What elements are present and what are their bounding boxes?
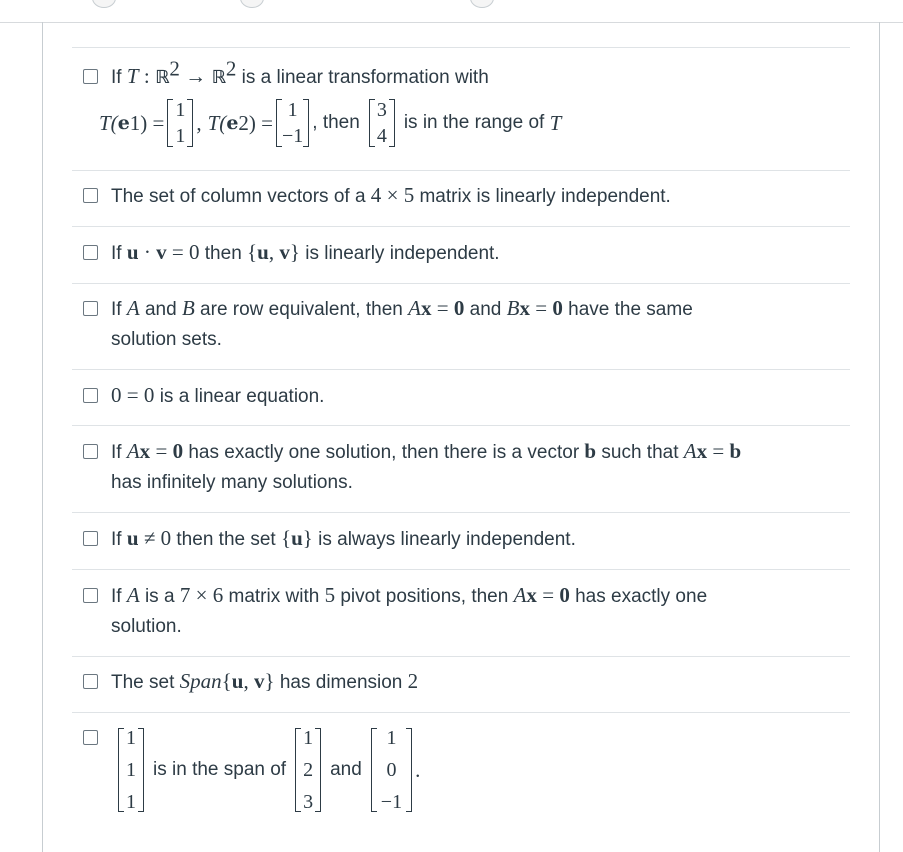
divider [72, 656, 850, 657]
math-symbol: { [247, 240, 258, 264]
math-symbol: u [126, 240, 139, 264]
math-symbol: ℝ [154, 67, 170, 88]
answer-checkbox[interactable] [83, 531, 98, 546]
math-symbol: B [506, 296, 520, 320]
text: pivot positions, then [340, 586, 509, 607]
answer-checkbox[interactable] [83, 444, 98, 459]
divider [72, 512, 850, 513]
vector-matrix [295, 726, 321, 814]
math-symbol: x [526, 583, 537, 607]
math-symbol: A [126, 583, 140, 607]
math-symbol: 5 [324, 583, 336, 607]
matrix-entry: 1 [386, 727, 397, 749]
math-symbol: 0 [143, 383, 155, 407]
math-symbol: → [185, 64, 207, 88]
question-item [83, 436, 741, 498]
content-left-border [42, 22, 43, 852]
text: matrix with [228, 586, 320, 607]
math-symbol: 2 [407, 669, 419, 693]
text: is always linearly independent. [318, 529, 576, 550]
text: is a linear transformation with [241, 67, 489, 88]
text: solution. [111, 616, 182, 637]
divider [72, 170, 850, 171]
math-symbol: e [117, 112, 130, 134]
text: The set [111, 672, 175, 693]
math-symbol: A [126, 439, 140, 463]
text: has dimension [279, 672, 403, 693]
answer-checkbox[interactable] [83, 388, 98, 403]
question-item [83, 666, 418, 698]
matrix-entry: 1 [126, 759, 136, 781]
text: matrix is linearly independent. [419, 186, 671, 207]
math-symbol: { [221, 669, 232, 693]
text: has exactly one [575, 586, 708, 607]
math-symbol: 4 [370, 183, 382, 207]
math-symbol: = [712, 439, 725, 463]
math-symbol: T [126, 64, 139, 88]
math-symbol: , [268, 240, 275, 264]
math-symbol: e [226, 112, 239, 134]
text: has infinitely many solutions. [111, 472, 353, 493]
vector-matrix [276, 97, 309, 149]
text: such that [601, 442, 679, 463]
math-symbol: A [126, 296, 140, 320]
divider [72, 47, 850, 48]
vector-matrix [369, 97, 395, 149]
matrix-entry: 1 [303, 727, 314, 749]
math-symbol: ℝ [211, 67, 226, 88]
math-symbol: : [143, 64, 150, 88]
text: have the same [568, 299, 693, 320]
divider [72, 226, 850, 227]
math-symbol: x [696, 439, 708, 463]
math-symbol: 0 [552, 296, 563, 320]
text: are row equivalent, then [200, 299, 403, 320]
divider [72, 369, 850, 370]
text: If [111, 442, 122, 463]
vector-matrix [371, 726, 412, 814]
text: and [330, 759, 362, 780]
math-symbol: 0 [453, 296, 465, 320]
math-symbol: = [436, 296, 449, 320]
matrix-entry: −1 [282, 125, 304, 147]
matrix-entry: 3 [303, 791, 314, 813]
divider [72, 712, 850, 713]
text: and [144, 299, 177, 320]
matrix-entry: −1 [380, 791, 403, 813]
math-symbol: Span [179, 669, 222, 693]
math-symbol: B [181, 296, 195, 320]
math-symbol: 5 [403, 183, 415, 207]
text: and [469, 299, 502, 320]
text: is a [144, 586, 175, 607]
text: If [111, 586, 122, 607]
matrix-entry: 3 [376, 99, 387, 121]
math-symbol: 6 [212, 583, 224, 607]
math-symbol: = [126, 383, 139, 407]
matrix-entry: 1 [126, 791, 136, 813]
math-symbol: u [231, 669, 244, 693]
math-symbol: A [408, 296, 421, 320]
math-symbol: T [549, 111, 562, 135]
math-symbol: ) = [248, 111, 273, 135]
math-superscript: 2 [169, 56, 180, 81]
math-symbol: T( [99, 111, 118, 135]
text: , then [312, 112, 360, 133]
math-symbol: 0 [189, 240, 200, 264]
math-symbol: v [279, 240, 290, 264]
math-symbol: 0 [111, 383, 122, 407]
math-symbol: } [302, 526, 313, 550]
toolbar-icon-1[interactable] [92, 0, 116, 8]
math-symbol: A [513, 583, 527, 607]
math-symbol: u [126, 526, 139, 550]
text: has exactly one solution, then there is a vector [188, 442, 580, 463]
text: then the set [176, 529, 276, 550]
question-item [83, 237, 500, 269]
math-symbol: u [257, 240, 269, 264]
math-symbol: ≠ [143, 526, 156, 550]
matrix-entry: 1 [287, 99, 298, 121]
text: solution sets. [111, 329, 222, 350]
math-symbol: { [280, 526, 292, 550]
math-symbol: 0 [160, 526, 172, 550]
math-symbol: . [415, 758, 421, 782]
question-item [83, 523, 576, 555]
answer-checkbox[interactable] [83, 674, 98, 689]
matrix-entry: 4 [376, 125, 387, 147]
text: then [204, 243, 242, 264]
divider [72, 283, 850, 284]
math-symbol: x [519, 296, 530, 320]
text: is linearly independent. [305, 243, 500, 264]
math-symbol: u [291, 526, 303, 550]
answer-checkbox[interactable] [83, 69, 98, 84]
text: If [111, 529, 122, 550]
text: is in the range of [403, 112, 545, 133]
text: is a linear equation. [159, 386, 325, 407]
question-item [83, 180, 671, 212]
math-symbol: } [289, 240, 300, 264]
question-item [83, 380, 324, 412]
answer-checkbox[interactable] [83, 301, 98, 316]
question-item [83, 580, 707, 642]
math-symbol: 7 [179, 583, 191, 607]
matrix-entry: 2 [303, 759, 314, 781]
question-item [83, 726, 420, 814]
text: The set of column vectors of a [111, 186, 366, 207]
math-symbol: , [243, 669, 249, 693]
math-symbol: 0 [172, 439, 184, 463]
math-symbol: = [535, 296, 548, 320]
toolbar-icon-3[interactable] [470, 0, 494, 8]
math-symbol: · [143, 240, 151, 264]
content-right-border [879, 22, 880, 852]
matrix-entry: 1 [126, 727, 136, 749]
text: If [111, 299, 122, 320]
math-symbol: T( [207, 111, 227, 135]
math-symbol: } [264, 669, 275, 693]
vector-matrix [167, 97, 193, 149]
math-symbol: = [171, 240, 184, 264]
divider [72, 569, 850, 570]
matrix-entry: 0 [386, 759, 397, 781]
math-symbol: v [253, 669, 265, 693]
matrix-entry: 1 [175, 125, 186, 147]
question-item [83, 293, 693, 355]
text: If [111, 243, 122, 264]
math-symbol: = [542, 583, 555, 607]
answer-checkbox[interactable] [83, 188, 98, 203]
divider [72, 425, 850, 426]
question-item: If T : ℝ$^2$ → ℝ$^2$ is a linear transformation with T( e 1 ) = 1 1 , T( e 2 ) = 1 −1 , then 3 4 is in the range of T [83, 61, 561, 149]
math-symbol: × [386, 183, 399, 207]
math-symbol: b [729, 439, 742, 463]
toolbar-icon-2[interactable] [240, 0, 264, 8]
vector-matrix [118, 726, 144, 814]
math-symbol: × [195, 583, 208, 607]
math-symbol: = [155, 439, 168, 463]
math-symbol: v [156, 240, 167, 264]
text: is in the span of [153, 759, 287, 780]
math-superscript: 2 [225, 56, 237, 81]
math-symbol: x [420, 296, 432, 320]
math-symbol: , [196, 111, 202, 135]
matrix-entry: 1 [175, 99, 186, 121]
math-symbol: b [584, 439, 597, 463]
browser-top-strip [0, 0, 903, 23]
math-symbol: A [683, 439, 697, 463]
answer-checkbox[interactable] [83, 588, 98, 603]
math-symbol: 0 [559, 583, 570, 607]
math-symbol: x [139, 439, 151, 463]
math-symbol: ) = [140, 111, 165, 135]
answer-checkbox[interactable] [83, 730, 98, 745]
answer-checkbox[interactable] [83, 245, 98, 260]
text: If [111, 67, 122, 88]
